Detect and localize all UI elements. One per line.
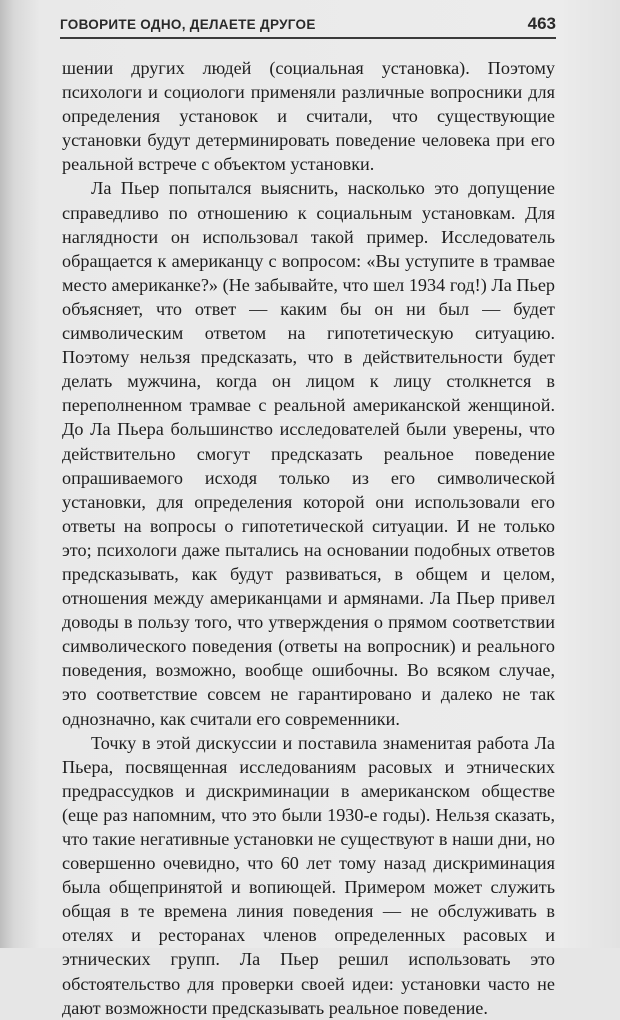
paragraph-continuation: шении других людей (социальная установка). Поэтому психологи и социологи применяли различные вопросники для определения установок и считали, что существующие установки будут детерминировать поведение человека при его реальной встрече с объектом установки. <box>62 58 555 175</box>
running-head <box>60 12 556 36</box>
body-text <box>62 56 555 1020</box>
running-title: ГОВОРИТЕ ОДНО, ДЕЛАЕТЕ ДРУГОЕ <box>60 16 316 32</box>
page-number: 463 <box>527 14 556 33</box>
header-divider <box>60 37 556 39</box>
paragraph-la-pierre-question: Ла Пьер попытался выяснить, насколько это допущение справедливо по отношению к социальным установкам. Для наглядности он использовал такой пример. Исследователь обращается к американцу с вопросом: «Вы уступите в трамвае место американке?» (Не забывайте, что шел 1934 год!) Ла Пьер объясняет, что ответ — каким бы он ни был — будет символическим ответом на гипотетическую ситуацию. Поэтому нельзя предсказать, что в действительности будет делать мужчина, когда он лицом к лицу столкнется в переполненном трамвае с реальной американской женщиной. До Ла Пьера большинство исследователей были уверены, что действительно смогут предсказать реальное поведение опрашиваемого исходя только из его символической установки, для определения которой они использовали его ответы на вопросы о гипотетической ситуации. И не только это; психологи даже пытались на основании подобных ответов предсказывать, как будут развиваться, в общем и целом, отношения между американцами и армянами. Ла Пьер привел доводы в пользу того, что утверждения о прямом соответствии символического поведения (ответы на вопросник) и реального поведения, возможно, вообще ошибочны. Во всяком случае, это соответствие совсем не гарантировано и далеко не так однозначно, как считали его современники. <box>62 178 555 729</box>
paragraph-discrimination-study: Точку в этой дискуссии и поставила знаменитая работа Ла Пьера, посвященная исследованиям расовых и этнических предрассудков и дискриминации в американском обществе (еще раз напомним, что это были 1930-е годы). Нельзя сказать, что такие негативные установки не существуют в наши дни, но совершенно очевидно, что 60 лет тому назад дискриминация была общепринятой и вопиющей. Примером может служить общая в те времена линия поведения — не обслуживать в отелях и ресторанах членов определенных расовых и этнических групп. Ла Пьер решил использовать это обстоятельство для проверки своей идеи: установки часто не дают возможности предсказывать реальное поведение. <box>62 732 555 1018</box>
